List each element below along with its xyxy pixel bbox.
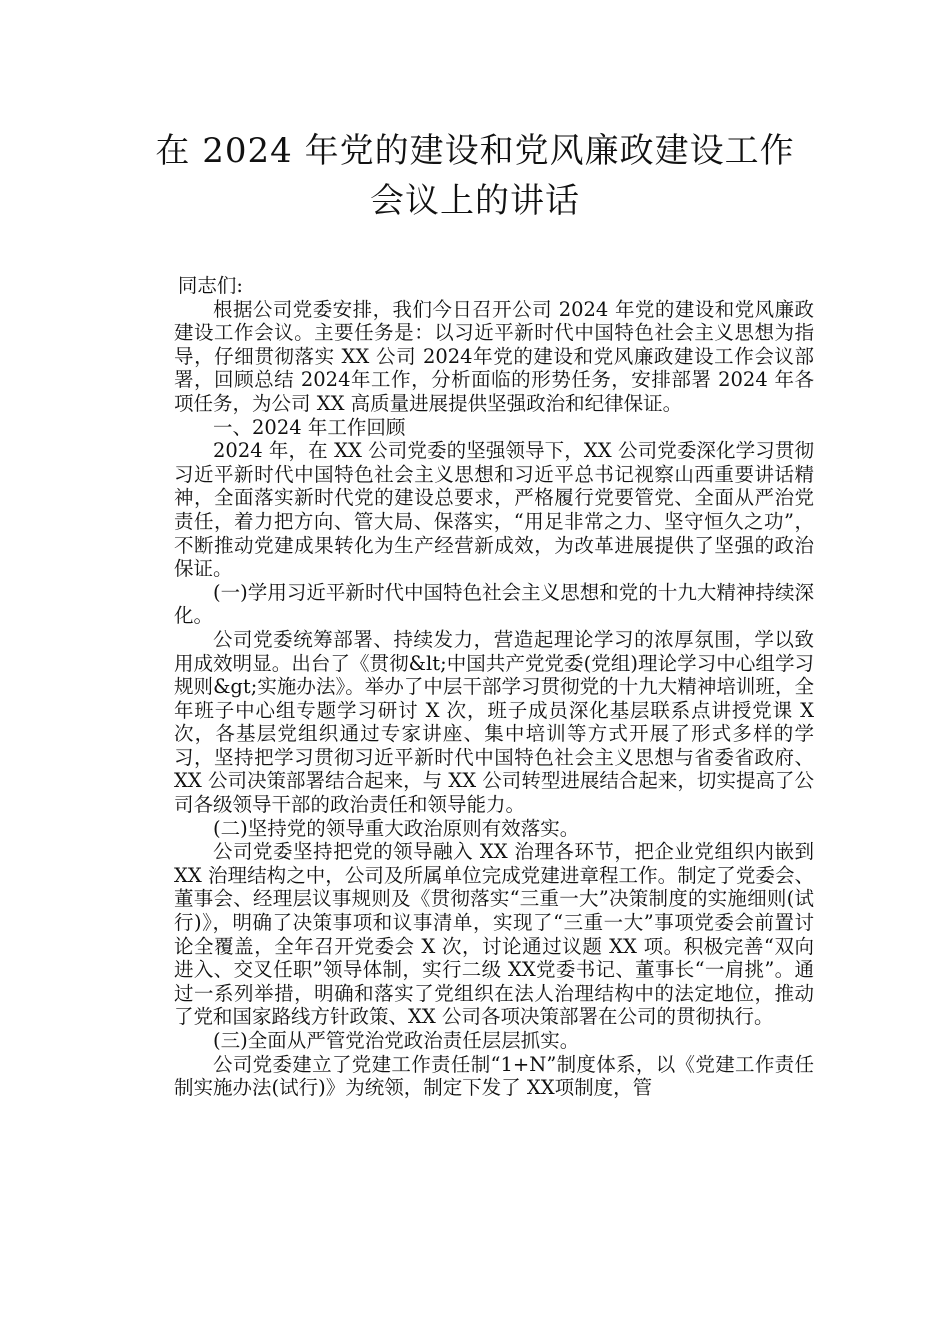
title-line-2: 会议上的讲话 xyxy=(370,181,580,221)
section-heading-1: 一、2024 年工作回顾 xyxy=(213,415,406,439)
subsection-heading-3: (三)全面从严管党治党政治责任层层抓实。 xyxy=(213,1029,580,1052)
paragraph-study: 公司党委统筹部署、持续发力，营造起理论学习的浓厚氛围，学以致用成效明显。出台了《贯彻&lt;中国共产党党委(党组)理论学习中心组学习规则&gt;实施办法》。举办了中层干部学习贯彻党的十九大精神培训班，全年班子中心组专题学习研讨 X 次，班子成员深化基层联系点讲授党课 X 次，各基层党组织通过专家讲座、集中培训等方式开展了形式多样的学习，坚持把学习贯彻习近平新时代中国特色社会主义思想与省委省政府、XX 公司决策部署结合起来，与 XX 公司转型进展结合起来，切实提高了公司各级领导干部的政治责任和领导能力。 xyxy=(174,627,814,817)
title-line-1: 在 2024 年党的建设和党风廉政建设工作 xyxy=(155,131,795,171)
subsection-heading-2: (二)坚持党的领导重大政治原则有效落实。 xyxy=(213,816,580,840)
paragraph-intro: 根据公司党委安排，我们今日召开公司 2024 年党的建设和党风廉政建设工作会议。主要任务是：以习近平新时代中国特色社会主义思想为指导，仔细贯彻落实 XX 公司 2024年党的建设和党风廉政建设工作会议部署，回顾总结 2024年工作，分析面临的形势任务，安排部署 2024 年各项任务，为公司 XX 高质量进展提供坚强政治和纪律保证。 xyxy=(174,297,814,415)
paragraph-review: 2024 年，在 XX 公司党委的坚强领导下，XX 公司党委深化学习贯彻习近平新时代中国特色社会主义思想和习近平总书记视察山西重要讲话精神，全面落实新时代党的建设总要求，严格履行党要管党、全面从严治党责任，着力把方向、管大局、保落实，“用足非常之力、坚守恒久之功”，不断推动党建成果转化为生产经营新成效，为改革进展提供了坚强的政治保证。 xyxy=(174,439,814,581)
paragraph-leadership: 公司党委坚持把党的领导融入 XX 治理各环节，把企业党组织内嵌到 XX 治理结构之中，公司及所属单位完成党建进章程工作。制定了党委会、董事会、经理层议事规则及《贯彻落实“三重一大”决策制度的实施细则(试行)》，明确了决策事项和议事清单，实现了“三重一大”事项党委会前置讨论全覆盖，全年召开党委会 X 次，讨论通过议题 XX 项。积极完善“双向进入、交叉任职”领导体制，实行二级 XX党委书记、董事长“一肩挑”。通过一系列举措，明确和落实了党组织在法人治理结构中的法定地位，推动了党和国家路线方针政策、XX 公司各项决策部署在公司的贯彻执行。 xyxy=(174,840,814,1029)
subsection-heading-1: (一)学用习近平新时代中国特色社会主义思想和党的十九大精神持续深化。 xyxy=(174,580,814,628)
document-title xyxy=(100,126,850,226)
document-body xyxy=(174,274,814,1100)
salutation: 同志们: xyxy=(177,274,243,297)
paragraph-responsibility: 公司党委建立了党建工作责任制“1+N”制度体系，以《党建工作责任制实施办法(试行)》为统领，制定下发了 XX项制度，管 xyxy=(174,1052,814,1100)
